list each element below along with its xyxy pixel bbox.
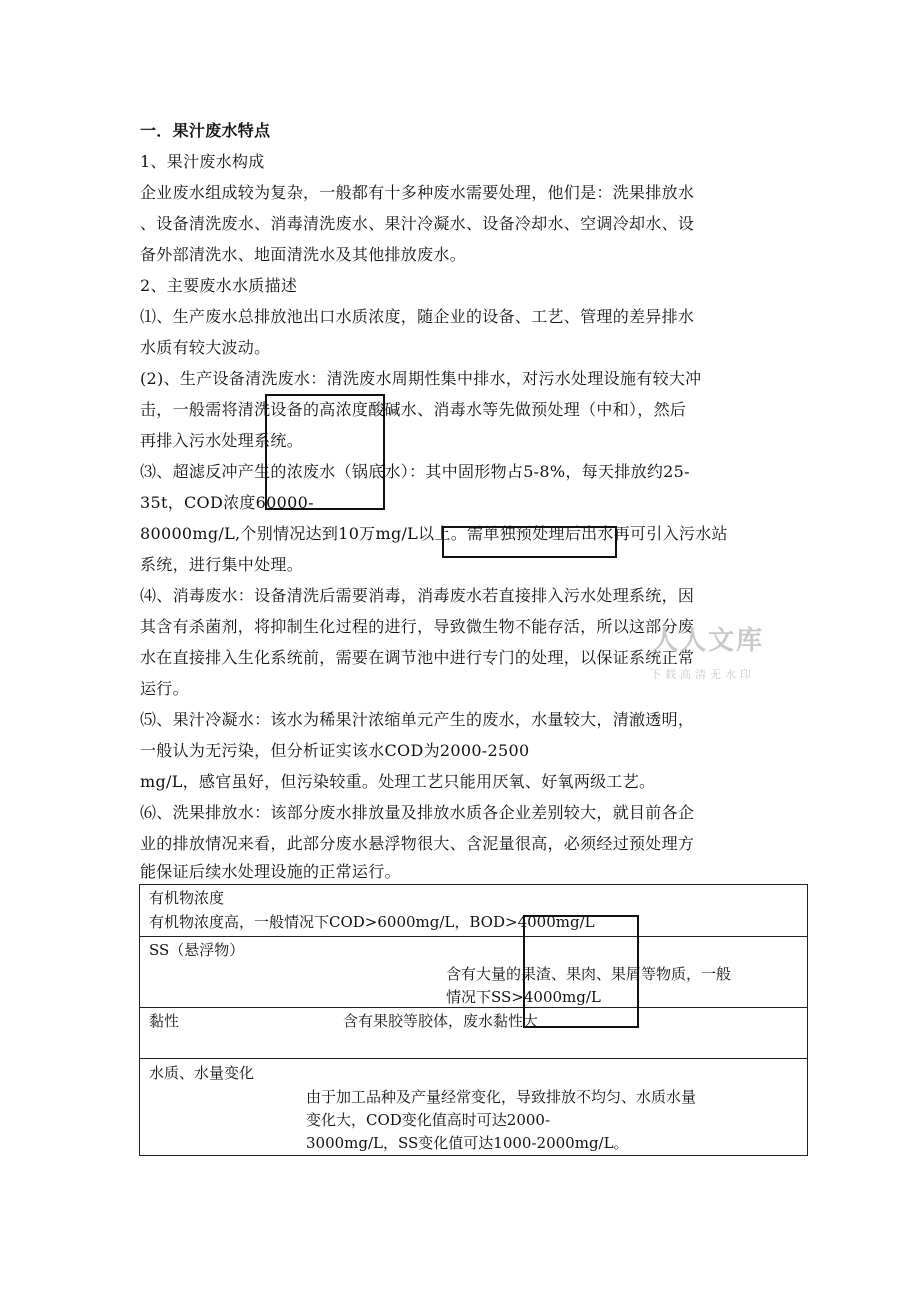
item-2-line: 再排入污水处理系统。 [140, 431, 304, 450]
item-5-line: mg/L，感官虽好，但污染较重。处理工艺只能用厌氧、好氧两级工艺。 [140, 772, 656, 791]
row-desc-ss: 情况下SS>4000mg/L [446, 988, 601, 1006]
wastewater-characteristics-table [139, 884, 808, 1156]
table-row [140, 1008, 807, 1059]
row-desc-variation: 变化大，COD变化值高时可达2000- [306, 1111, 551, 1129]
section-heading: 一．果汁废水特点 [140, 121, 271, 140]
row-desc-ss: 含有大量的果渣、果肉、果屑等物质，一般 [446, 965, 732, 983]
item-2-line: 击，一般需将清洗设备的高浓度酸碱水、消毒水等先做预处理（中和），然后 [140, 400, 687, 419]
row-desc-variation: 3000mg/L，SS变化值可达1000-2000mg/L。 [306, 1134, 629, 1152]
overlay-box [523, 915, 639, 1028]
watermark-tagline: 下载高清无水印 [650, 668, 755, 681]
item-6-line: 业的排放情况来看，此部分废水悬浮物很大、含泥量很高，必须经过预处理方 [140, 834, 695, 853]
item-4-line: 其含有杀菌剂，将抑制生化过程的进行，导致微生物不能存活，所以这部分废 [140, 617, 695, 636]
item-5-line: ⑸、果汁冷凝水：该水为稀果汁浓缩单元产生的废水，水量较大，清澈透明， [140, 710, 695, 729]
item-6-line: 能保证后续水处理设施的正常运行。 [140, 862, 401, 881]
subsection-title-1: 1、果汁废水构成 [140, 152, 265, 171]
item-1-line: 水质有较大波动。 [140, 338, 271, 357]
row-label-viscosity: 黏性 [149, 1012, 180, 1030]
item-3-line: 系统，进行集中处理。 [140, 555, 304, 574]
paragraph-line: 备外部清洗水、地面清洗水及其他排放废水。 [140, 245, 467, 264]
row-desc-organic: 有机物浓度高，一般情况下COD>6000mg/L，BOD>4000mg/L [149, 913, 595, 931]
subsection-title-2: 2、主要废水水质描述 [140, 276, 298, 295]
item-6-line: ⑹、洗果排放水：该部分废水排放量及排放水质各企业差别较大，就目前各企 [140, 803, 695, 822]
paragraph-line: 、设备清洗废水、消毒清洗废水、果汁冷凝水、设备冷却水、空调冷却水、设 [140, 214, 695, 233]
row-label-ss: SS（悬浮物） [149, 941, 245, 959]
table-row [140, 885, 807, 937]
item-5-line: 一般认为无污染，但分析证实该水COD为2000-2500 [140, 741, 530, 760]
row-label-organic: 有机物浓度 [149, 889, 225, 907]
item-1-line: ⑴、生产废水总排放池出口水质浓度，随企业的设备、工艺、管理的差异排水 [140, 307, 695, 326]
row-label-variation: 水质、水量变化 [149, 1064, 255, 1082]
row-desc-viscosity: 含有果胶等胶体，废水黏性大 [343, 1012, 539, 1030]
item-4-line: 运行。 [140, 679, 189, 698]
row-desc-variation: 由于加工品种及产量经常变化，导致排放不均匀、水质水量 [306, 1088, 697, 1106]
item-3-line: 35t，COD浓度60000- [140, 493, 314, 512]
overlay-box [265, 394, 385, 510]
item-4-line: 水在直接排入生化系统前，需要在调节池中进行专门的处理，以保证系统正常 [140, 648, 695, 667]
watermark-brand: 人人文库 [652, 626, 765, 656]
table-row [140, 937, 807, 1008]
item-3-line: ⑶、超滤反冲产生的浓废水（锅底水）：其中固形物占5-8%，每天排放约25- [140, 462, 690, 481]
paragraph-line: 企业废水组成较为复杂，一般都有十多种废水需要处理，他们是：洗果排放水 [140, 183, 695, 202]
overlay-box [442, 526, 617, 558]
item-3-line: 80000mg/L,个别情况达到10万mg/L以上。需单独预处理后出水再可引入污水站 [140, 524, 728, 543]
item-2-line: (2)、生产设备清洗废水：清洗废水周期性集中排水，对污水处理设施有较大冲 [140, 369, 702, 388]
item-4-line: ⑷、消毒废水：设备清洗后需要消毒，消毒废水若直接排入污水处理系统，因 [140, 586, 695, 605]
table-row [140, 1059, 807, 1154]
